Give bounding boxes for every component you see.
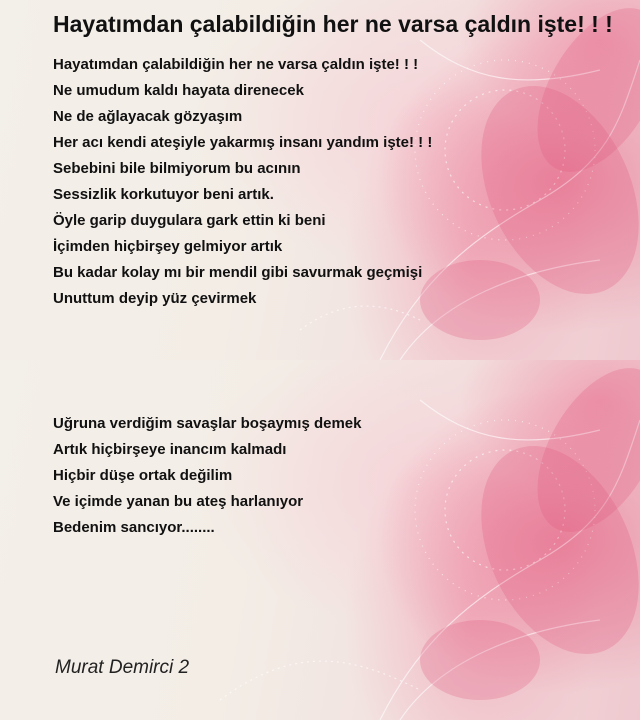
poem-line: Unuttum deyip yüz çevirmek xyxy=(53,290,257,307)
stanza-1 xyxy=(53,52,432,312)
poem-line: Hayatımdan çalabildiğin her ne varsa çaldın işte! ! ! xyxy=(53,56,419,73)
poem-line: Sessizlik korkutuyor beni artık. xyxy=(53,186,274,203)
poem-line: Bedenim sancıyor........ xyxy=(53,519,215,536)
poem-author: Murat Demirci 2 xyxy=(55,657,190,678)
poem-title: Hayatımdan çalabildiğin her ne varsa çaldın işte! ! ! xyxy=(53,11,613,37)
poem-line: Ve içimde yanan bu ateş harlanıyor xyxy=(53,493,304,510)
poem-line: Her acı kendi ateşiyle yakarmış insanı yandım işte! ! ! xyxy=(53,134,433,151)
poem-line: Ne umudum kaldı hayata direnecek xyxy=(53,82,304,99)
poem-line: İçimden hiçbirşey gelmiyor artık xyxy=(53,238,283,255)
poem-line: Sebebini bile bilmiyorum bu acının xyxy=(53,160,301,177)
poem-line: Hiçbir düşe ortak değilim xyxy=(53,467,233,484)
poem-line: Bu kadar kolay mı bir mendil gibi savurmak geçmişi xyxy=(53,264,423,281)
poem-line: Uğruna verdiğim savaşlar boşaymış demek xyxy=(53,415,362,432)
poem-line: Ne de ağlayacak gözyaşım xyxy=(53,108,243,125)
poem-line: Öyle garip duygulara gark ettin ki beni xyxy=(53,212,326,229)
poem-line: Artık hiçbirşeye inancım kalmadı xyxy=(53,441,287,458)
stanza-2 xyxy=(53,411,361,541)
poem-card-bottom xyxy=(0,360,640,720)
